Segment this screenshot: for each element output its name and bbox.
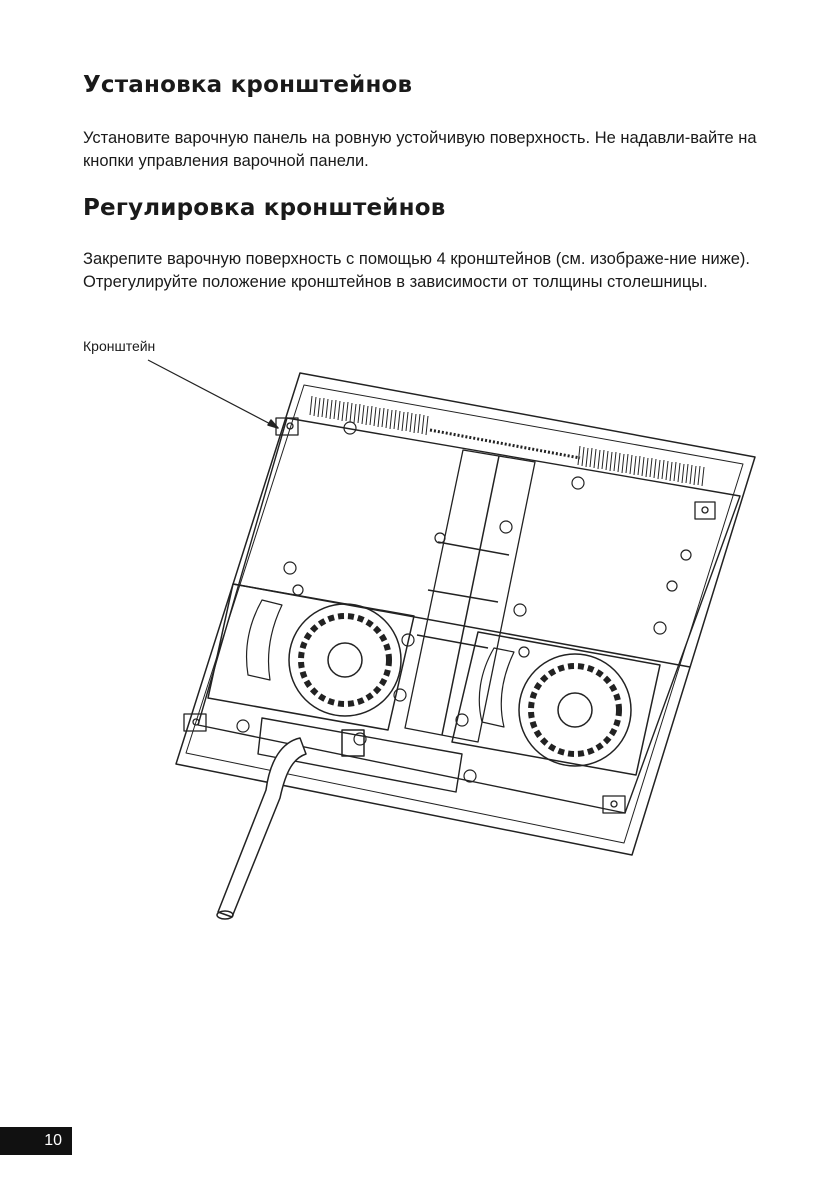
right-fan-icon: [519, 654, 631, 766]
section-title-adjust: Регулировка кронштейнов: [83, 195, 446, 221]
section-title-install: Установка кронштейнов: [83, 72, 413, 98]
left-fan-icon: [289, 604, 401, 716]
left-air-duct: [247, 600, 282, 680]
right-air-duct: [479, 648, 514, 727]
power-cable: [218, 738, 306, 917]
bracket-top-right: [695, 502, 715, 519]
vent-slots-right: [578, 446, 704, 486]
seal-strip: [430, 430, 580, 458]
page-number-badge: [0, 1127, 72, 1155]
hob-glass-outline: [176, 373, 755, 855]
left-fan-housing: [208, 584, 414, 730]
bracket-top-left: [276, 418, 298, 435]
page-number: 10: [44, 1132, 62, 1149]
section-text-adjust: Закрепите варочную поверхность с помощью 4 кронштейнов (см. изображе-ние ниже). Отрегулируйте положение кронштейнов в зависимости от толщины столешницы.: [83, 250, 750, 291]
bracket-callout-label: Кронштейн: [83, 338, 156, 354]
callout-leader-line: [148, 360, 278, 428]
right-fan-housing: [452, 632, 660, 775]
section-text-install: Установите варочную панель на ровную устойчивую поверхность. Не надавли-вайте на кнопки управления варочной панели.: [83, 129, 757, 170]
vent-slots-left: [310, 396, 428, 435]
